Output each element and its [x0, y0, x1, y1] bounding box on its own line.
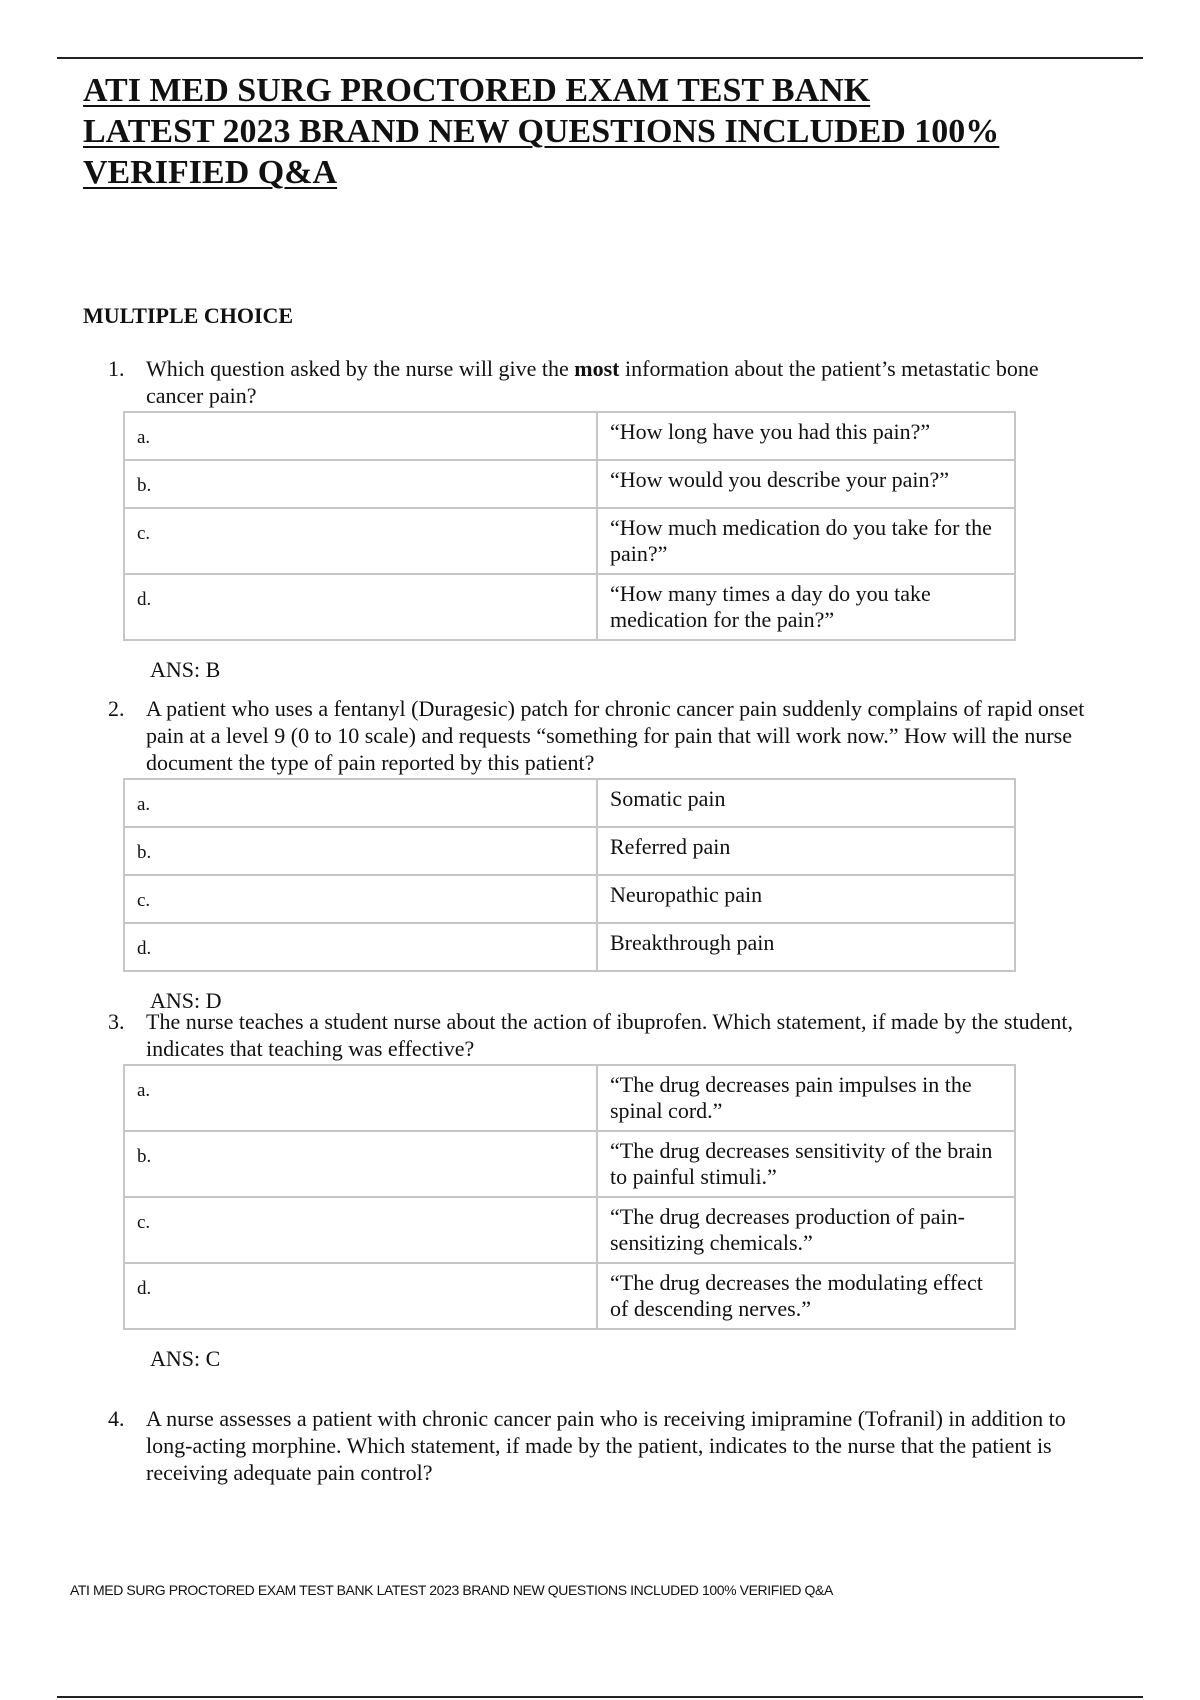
option-row[interactable] — [124, 508, 1015, 574]
option-text: Referred pain — [597, 827, 1015, 875]
answer-key: ANS: D — [150, 988, 222, 1013]
answer-key: ANS: C — [150, 1346, 221, 1371]
option-text: Breakthrough pain — [597, 923, 1015, 971]
option-text: “How many times a day do you take medication for the pain?” — [597, 574, 1015, 640]
option-text: Somatic pain — [597, 779, 1015, 827]
question-text-part: A patient who uses a fentanyl (Duragesic) patch for chronic cancer pain suddenly complains of rapid onset pain at a level 9 (0 to 10 scale) and requests “something for pain that will work now.” How will the nurse document the type of pain reported by this patient? — [146, 696, 1085, 775]
question-text-part: The nurse teaches a student nurse about the action of ibuprofen. Which statement, if made by the student, indicates that teaching was effective? — [146, 1009, 1073, 1061]
option-text: Neuropathic pain — [597, 875, 1015, 923]
question-number: 2. — [108, 696, 125, 721]
option-letter: a. — [124, 779, 597, 827]
option-letter: c. — [124, 875, 597, 923]
option-text: “The drug decreases pain impulses in the spinal cord.” — [597, 1065, 1015, 1131]
option-letter: c. — [124, 508, 597, 574]
option-text: “The drug decreases production of pain-sensitizing chemicals.” — [597, 1197, 1015, 1263]
title-line-2: LATEST 2023 BRAND NEW QUESTIONS INCLUDED 100% — [83, 113, 1000, 150]
option-letter: d. — [124, 574, 597, 640]
option-letter: a. — [124, 1065, 597, 1131]
question-3 — [108, 1008, 1098, 1372]
option-letter: d. — [124, 923, 597, 971]
question-emphasis: most — [574, 356, 620, 381]
question-2 — [108, 695, 1098, 1014]
answer-key: ANS: B — [150, 657, 221, 682]
option-text: “The drug decreases sensitivity of the brain to painful stimuli.” — [597, 1131, 1015, 1197]
option-letter: b. — [124, 827, 597, 875]
question-text-part: information about the patient’s metastatic bone cancer pain? — [146, 356, 1039, 408]
option-row[interactable] — [124, 1263, 1015, 1329]
title-line-3: VERIFIED Q&A — [83, 154, 338, 191]
option-text: “How much medication do you take for the pain?” — [597, 508, 1015, 574]
question-text — [108, 355, 1098, 409]
options-table — [123, 778, 1016, 972]
option-row[interactable] — [124, 875, 1015, 923]
option-row[interactable] — [124, 1197, 1015, 1263]
top-rule — [57, 57, 1143, 59]
option-text: “How long have you had this pain?” — [597, 412, 1015, 460]
question-text-part: A nurse assesses a patient with chronic cancer pain who is receiving imipramine (Tofranil) in addition to long-acting morphine. Which statement, if made by the patient, indicates to the nurse that the patient is receiving adequate pain control? — [146, 1406, 1066, 1485]
option-row[interactable] — [124, 827, 1015, 875]
option-row[interactable] — [124, 779, 1015, 827]
option-row[interactable] — [124, 1065, 1015, 1131]
question-1 — [108, 355, 1098, 683]
question-number: 1. — [108, 356, 125, 381]
document-title — [83, 70, 1143, 193]
option-row[interactable] — [124, 923, 1015, 971]
option-row[interactable] — [124, 412, 1015, 460]
options-table — [123, 1064, 1016, 1330]
title-line-1: ATI MED SURG PROCTORED EXAM TEST BANK — [83, 72, 871, 109]
section-heading: MULTIPLE CHOICE — [83, 303, 294, 328]
bottom-rule — [57, 1696, 1143, 1698]
option-row[interactable] — [124, 1131, 1015, 1197]
question-4 — [108, 1405, 1098, 1486]
option-row[interactable] — [124, 460, 1015, 508]
question-text-part: Which question asked by the nurse will give the — [146, 356, 575, 381]
option-row[interactable] — [124, 574, 1015, 640]
option-text: “How would you describe your pain?” — [597, 460, 1015, 508]
option-letter: c. — [124, 1197, 597, 1263]
question-text — [108, 695, 1098, 776]
option-letter: b. — [124, 460, 597, 508]
option-text: “The drug decreases the modulating effect of descending nerves.” — [597, 1263, 1015, 1329]
options-table — [123, 411, 1016, 641]
question-number: 4. — [108, 1406, 125, 1431]
question-number: 3. — [108, 1009, 125, 1034]
page-footer: ATI MED SURG PROCTORED EXAM TEST BANK LATEST 2023 BRAND NEW QUESTIONS INCLUDED 100% VERIFIED Q&A — [70, 1582, 833, 1598]
option-letter: d. — [124, 1263, 597, 1329]
question-text — [108, 1008, 1098, 1062]
question-text — [108, 1405, 1098, 1486]
option-letter: b. — [124, 1131, 597, 1197]
option-letter: a. — [124, 412, 597, 460]
